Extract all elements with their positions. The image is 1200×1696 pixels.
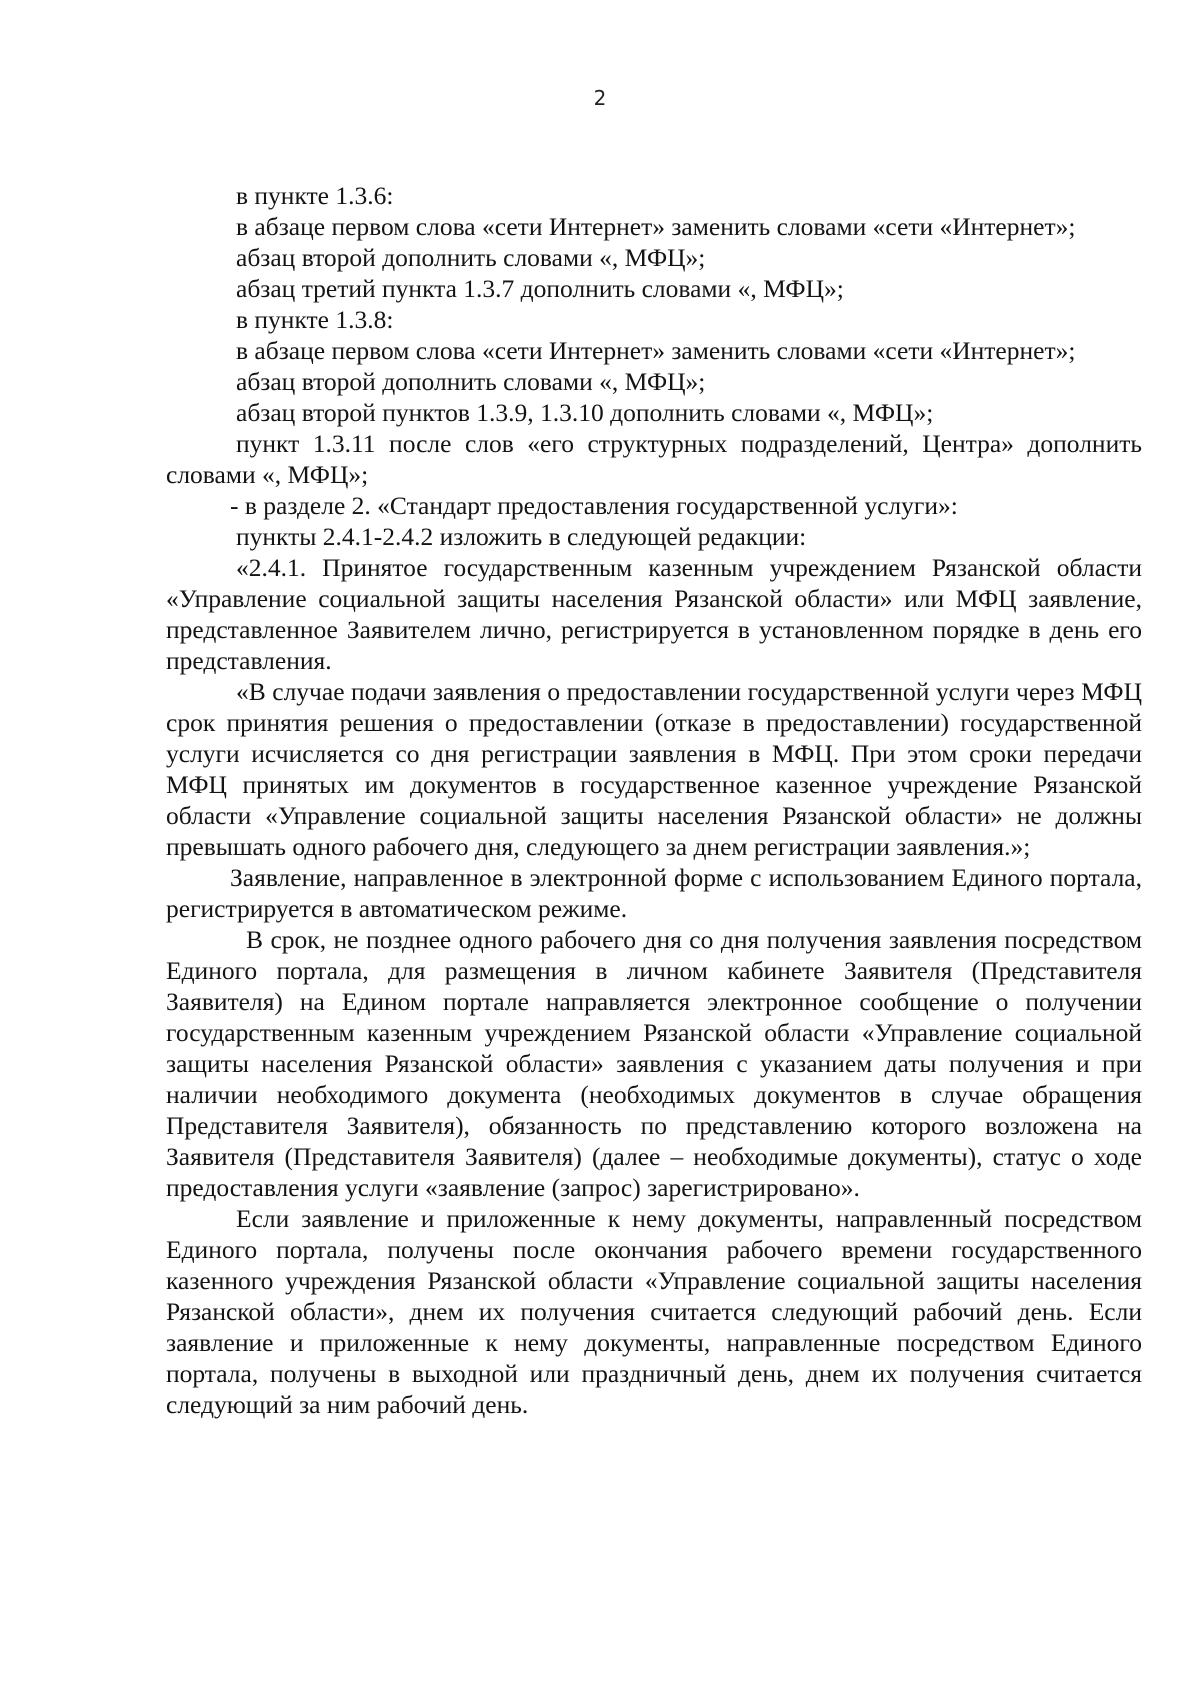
paragraph: Если заявление и приложенные к нему документы, направленный посредством Единого портала, получены после окончания рабочего времени государственного казенного учреждения Рязанской области «Управление социальной защиты населения Рязанской области», днем их получения считается следующий рабочий день. Если заявление и приложенные к нему документы, направленные посредством Единого портала, получены в выходной или праздничный день, днем их получения считается следующий за ним рабочий день. [166, 1204, 1142, 1419]
text-line: абзац второй пунктов 1.3.9, 1.3.10 дополнить словами «, МФЦ»; [236, 398, 934, 427]
text-line: абзац второй дополнить словами «, МФЦ»; [236, 367, 706, 396]
text-line: в пункте 1.3.8: [236, 305, 394, 334]
paragraph: «2.4.1. Принятое государственным казенным учреждением Рязанской области «Управление социальной защиты населения Рязанской области» или МФЦ заявление, представленное Заявителем лично, регистрируется в установленном порядке в день его представления. [166, 553, 1142, 675]
page-number: 2 [593, 86, 607, 110]
paragraph: - в разделе 2. «Стандарт предоставления государственной услуги»: [230, 491, 958, 520]
paragraph: пункт 1.3.11 после слов «его структурных подразделений, Центра» дополнить словами «, МФЦ»; [166, 429, 1142, 489]
paragraph: В срок, не позднее одного рабочего дня со дня получения заявления посредством Единого портала, для размещения в личном кабинете Заявителя (Представителя Заявителя) на Едином портале направляется электронное сообщение о получении государственным казенным учреждением Рязанской области «Управление социальной защиты населения Рязанской области» заявления с указанием даты получения и при наличии необходимого документа (необходимых документов в случае обращения Представителя Заявителя), обязанность по представлению которого возложена на Заявителя (Представителя Заявителя) (далее – необходимые документы), статус о ходе предоставления услуги «заявление (запрос) зарегистрировано». [166, 925, 1142, 1202]
paragraph: Заявление, направленное в электронной форме с использованием Единого портала, регистрируется в автоматическом режиме. [166, 863, 1142, 923]
paragraph: «В случае подачи заявления о предоставлении государственной услуги через МФЦ срок принятия решения о предоставлении (отказе в предоставлении) государственной услуги исчисляется со дня регистрации заявления в МФЦ. При этом сроки передачи МФЦ принятых им документов в государственное казенное учреждение Рязанской области «Управление социальной защиты населения Рязанской области» не должны превышать одного рабочего дня, следующего за днем регистрации заявления.»; [166, 677, 1142, 861]
text-line: абзац третий пункта 1.3.7 дополнить словами «, МФЦ»; [236, 274, 844, 303]
document-body [166, 180, 1142, 1420]
text-line: в абзаце первом слова «сети Интернет» заменить словами «сети «Интернет»; [236, 336, 1076, 365]
text-line: абзац второй дополнить словами «, МФЦ»; [236, 243, 706, 272]
paragraph: пункты 2.4.1-2.4.2 изложить в следующей редакции: [236, 522, 807, 551]
text-line: в пункте 1.3.6: [236, 181, 394, 210]
text-line: в абзаце первом слова «сети Интернет» заменить словами «сети «Интернет»; [236, 212, 1076, 241]
